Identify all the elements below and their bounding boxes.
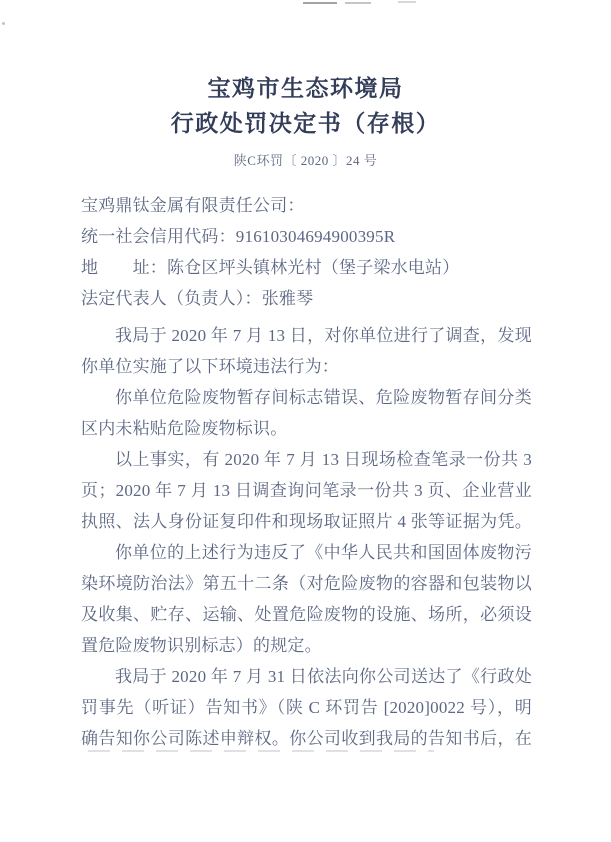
document-line: 我局于 2020 年 7 月 13 日，对你单位进行了调查，发现 — [115, 326, 532, 345]
document-line: 统一社会信用代码：91610304694900395R — [81, 227, 396, 246]
document-line: 执照、法人身份证复印件和现场取证照片 4 张等证据为凭。 — [81, 512, 532, 531]
document-line: 区内未粘贴危险废物标识。 — [81, 419, 288, 438]
document-line: 你单位的上述行为违反了《中华人民共和国固体废物污 — [115, 543, 532, 562]
document-title-line2: 行政处罚决定书（存根） — [170, 110, 441, 136]
scan-artifact — [398, 1, 416, 3]
document-line: 置危险废物识别标志）的规定。 — [81, 636, 322, 655]
document-line: 及收集、贮存、运输、处置危险废物的设施、场所，必须设 — [81, 605, 532, 624]
document-number: 陕C环罚〔 2020 〕24 号 — [233, 153, 378, 168]
document-line: 以上事实，有 2020 年 7 月 13 日现场检查笔录一份共 3 — [115, 450, 532, 469]
document-body — [81, 190, 532, 754]
document-title-line1: 宝鸡市生态环境局 — [207, 75, 404, 101]
document-line: 你单位实施了以下环境违法行为： — [81, 357, 339, 376]
document-line: 确告知你公司陈述申辩权。你公司收到我局的告知书后，在 — [81, 729, 532, 748]
document-header — [0, 71, 611, 169]
document-line: 页；2020 年 7 月 13 日调查询问笔录一份共 3 页、企业营业 — [81, 481, 532, 500]
document-line: 你单位危险废物暂存间标志错误、危险废物暂存间分类 — [115, 388, 532, 407]
document-line: 我局于 2020 年 7 月 31 日依法向你公司送达了《行政处 — [115, 667, 532, 686]
document-line: 罚事先（听证）告知书》（陕 C 环罚告 [2020]0022 号），明 — [81, 698, 532, 717]
document-line: 法定代表人（负责人）：张雅琴 — [81, 289, 314, 308]
document-line: 染环境防治法》第五十二条（对危险废物的容器和包装物以 — [81, 574, 532, 593]
document-line: 宝鸡鼎钛金属有限责任公司： — [81, 196, 305, 215]
scan-artifact — [303, 2, 337, 4]
scan-artifact — [345, 2, 371, 4]
scan-artifact — [2, 22, 5, 25]
document-line: 地 址：陈仓区坪头镇林光村（堡子梁水电站） — [81, 258, 460, 277]
